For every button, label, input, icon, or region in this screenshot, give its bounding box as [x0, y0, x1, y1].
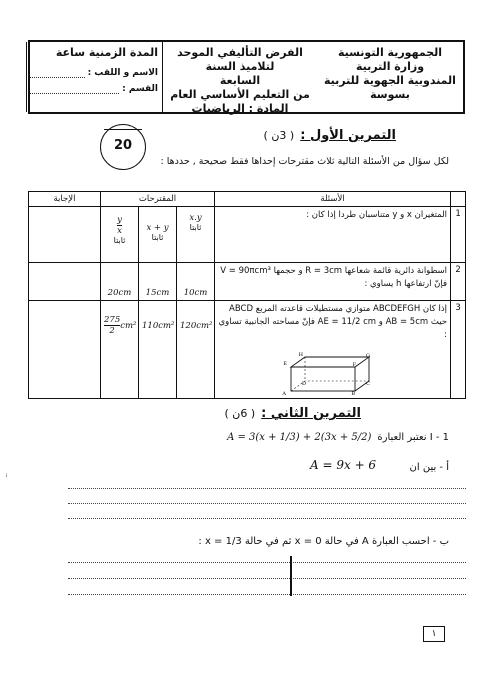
question-num: 3	[451, 301, 466, 399]
answer-line[interactable]	[68, 594, 466, 595]
question-num: 2	[451, 263, 466, 301]
answer-line[interactable]	[68, 518, 466, 519]
header-student	[26, 42, 162, 112]
header-line: الجمهورية التونسية	[337, 46, 443, 59]
proposal-3-1	[177, 301, 215, 399]
frac-den: 2	[109, 326, 115, 336]
question-3	[215, 301, 451, 399]
class-label: القسم :	[122, 84, 158, 94]
proposal-value: 120cm²	[180, 321, 213, 331]
vertex-label: B	[351, 391, 356, 397]
answer-cell[interactable]	[29, 263, 101, 301]
header-line: السابعة	[219, 74, 261, 87]
vertex-label: G	[366, 353, 371, 359]
col-num	[451, 192, 466, 207]
proposal-2-3: 20cm	[101, 263, 139, 301]
col-proposals: المقترحات	[101, 192, 215, 207]
frac-num: y	[117, 215, 122, 225]
proposal-2-2: 15cm	[139, 263, 177, 301]
frac-den: x	[117, 226, 122, 236]
header-exam	[162, 42, 317, 115]
vertex-label: A	[282, 391, 287, 397]
col-questions: الأسئلة	[215, 192, 451, 207]
ex2-heading	[224, 406, 361, 421]
question-num: 1	[451, 207, 466, 263]
vertex-label: D	[302, 381, 307, 387]
frac-num: 275	[104, 315, 121, 325]
ex1-heading	[264, 128, 396, 143]
header-line: من التعليم الأساسي العام	[170, 88, 310, 101]
class-field[interactable]	[30, 84, 119, 94]
answer-line[interactable]	[68, 503, 466, 504]
vertex-label: E	[283, 361, 288, 367]
ex2-qa-result: A = 9x + 6	[310, 458, 377, 472]
unit: cm²	[120, 321, 137, 331]
vertex-label: C	[366, 381, 371, 387]
proposal-3-2	[139, 301, 177, 399]
ex1-points: ( 3ن )	[263, 129, 295, 142]
proposal-value: x.y	[189, 213, 202, 223]
duration: المدة الزمنية ساعة	[55, 46, 158, 59]
page-number: ١	[423, 626, 445, 642]
ex1-instruction: لكل سؤال من الأسئلة التالية ثلاث مقترحات إحداها فقط صحيحة , حددها :	[160, 156, 449, 167]
answer-line[interactable]	[68, 488, 466, 489]
margin-mark: ᵢ	[6, 470, 8, 479]
question-1: المتغيران x و y متناسبان طردا إذا كان :	[215, 207, 451, 263]
answer-line[interactable]	[68, 562, 466, 563]
answer-line[interactable]	[68, 578, 466, 579]
ex2-q1-text: 1 - I نعتبر العبارة	[377, 432, 449, 443]
name-label: الاسم و اللقب :	[87, 68, 158, 78]
answer-cell[interactable]	[29, 207, 101, 263]
proposal-1-2	[139, 207, 177, 263]
vertex-label: F	[352, 362, 357, 368]
ex2-expression: A = 3(x + 1/3) + 2(3x + 5/2)	[227, 432, 372, 443]
score-line	[104, 129, 142, 130]
header-line: المندوبية الجهوية للتربية	[324, 74, 456, 87]
proposal-note: ثابتا	[189, 223, 202, 232]
ex2-qb: ب - احسب العبارة A في حالة x = 0 ثم في حالة x = 1/3 :	[198, 536, 449, 547]
header-line: المادة : الرياضيات	[191, 102, 289, 115]
question-3-text: إذا كان ABCDEFGH متوازي مستطيلات قاعدته المربع ABCD حيث AB = 5cm و AE = 11/2 cm فإنّ مساحته الجانبية تساوي :	[218, 304, 448, 340]
header-box	[28, 40, 465, 114]
header-line: وزارة التربية	[355, 60, 425, 73]
cuboid-figure	[282, 352, 375, 397]
proposal-1-1	[177, 207, 215, 263]
score-total: 20	[113, 138, 133, 153]
ex2-q1	[227, 432, 449, 443]
vertex-label: H	[298, 352, 304, 358]
proposal-note: ثابتا	[113, 236, 126, 245]
question-table	[28, 191, 466, 399]
divider-mark	[290, 556, 292, 596]
ex1-title: التمرين الأول :	[300, 128, 396, 143]
proposal-note: ثابتا	[151, 233, 164, 242]
proposal-2-1: 10cm	[177, 263, 215, 301]
ex2-qa: أ - بين ان	[409, 462, 449, 473]
name-field[interactable]	[30, 68, 85, 78]
ex2-title: التمرين الثاني :	[261, 406, 361, 421]
proposal-1-3	[101, 207, 139, 263]
header-line: الفرض التأليفي الموحد لتلاميذ السنة	[177, 46, 303, 73]
proposal-3-3	[101, 301, 139, 399]
proposal-value: x + y	[146, 223, 169, 233]
header-institution	[317, 42, 463, 112]
answer-cell[interactable]	[29, 301, 101, 399]
col-answer: الإجابة	[29, 192, 101, 207]
ex2-points: ( 6ن )	[224, 407, 256, 420]
proposal-value: 110cm²	[142, 321, 175, 331]
header-line: بسوسة	[370, 88, 410, 101]
question-2: اسطوانة دائرية قائمة شعاعها R = 3cm و حجمها V = 90πcm³ فإنّ ارتفاعها h يساوي :	[215, 263, 451, 301]
